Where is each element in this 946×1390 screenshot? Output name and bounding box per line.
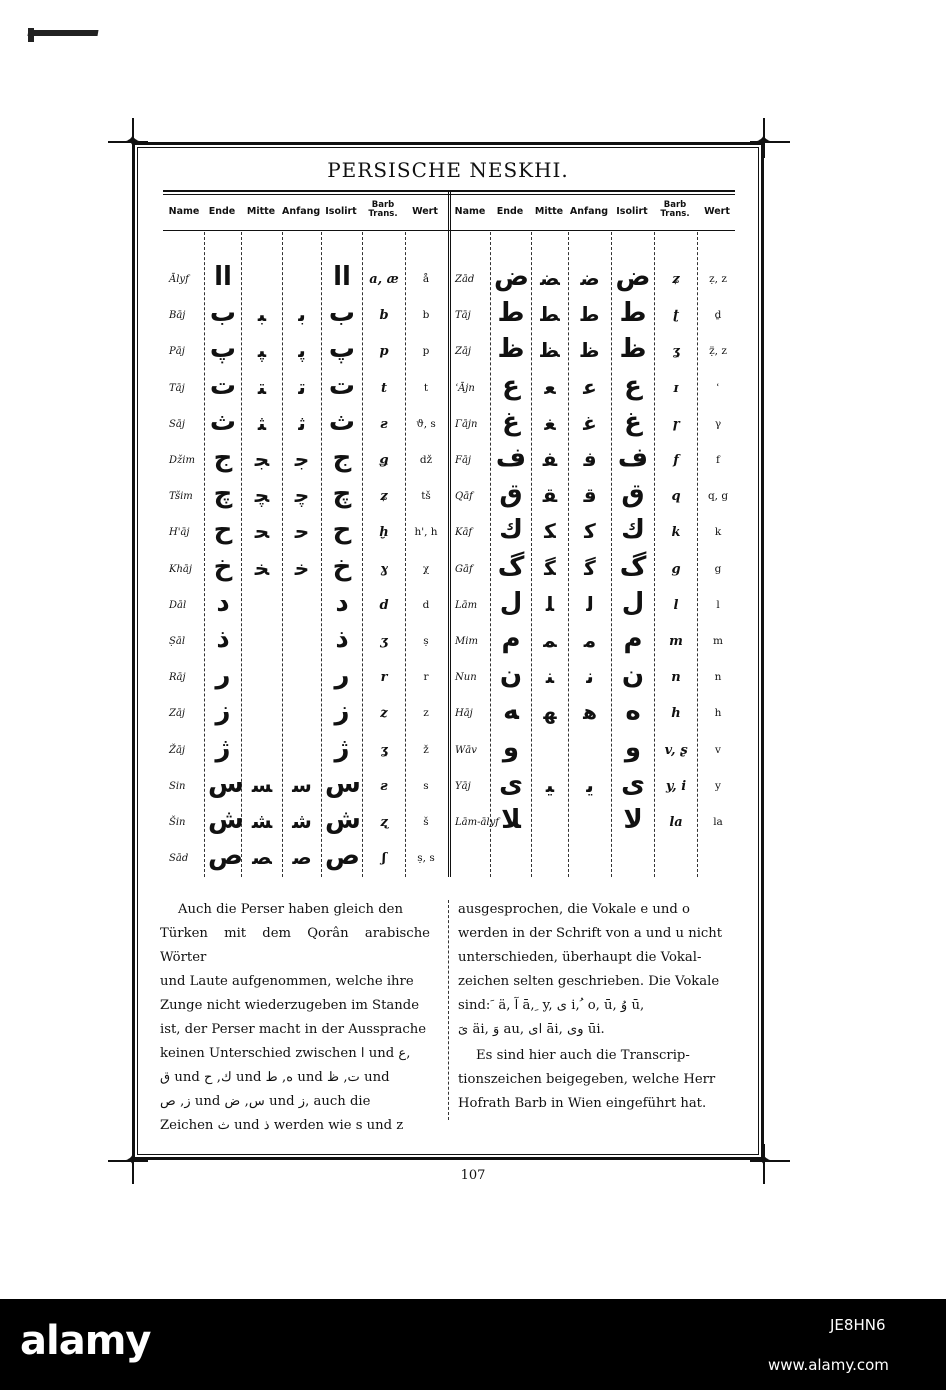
left-barb-cell: ʐ: [380, 815, 388, 830]
left-barb-cell: ʃ: [381, 851, 387, 867]
left-wert-cell: r: [423, 671, 429, 684]
left-barb-cell: p: [379, 344, 389, 360]
right-isolirt-cell: ه: [625, 696, 641, 727]
right-barb-cell: ʓ: [672, 344, 680, 360]
column-guide: [204, 232, 205, 877]
right-barb-cell: ʈ: [672, 308, 679, 324]
left-wert-cell: t: [423, 381, 429, 394]
right-mitte-cell: ﻬ: [543, 700, 557, 725]
right-ende-cell: ض: [494, 262, 529, 292]
right-barb-cell: ɪ: [673, 380, 679, 396]
left-isolirt-cell: ژ: [334, 732, 350, 763]
left-barb-cell: ḫ: [379, 525, 389, 541]
left-ende-cell: ذ: [216, 624, 230, 654]
right-isolirt-cell: و: [624, 732, 642, 763]
right-mitte-cell: ﻘ: [542, 483, 558, 508]
right-name-cell: ʿĀjn: [455, 382, 475, 394]
right-isolirt-cell: ن: [621, 660, 645, 691]
right-mitte-cell: ﮕ: [544, 555, 556, 580]
right-wert-cell: v: [715, 743, 721, 756]
right-name-cell: Fāj: [455, 455, 472, 466]
right-wert-cell: h: [714, 707, 722, 720]
left-ende-cell: ث: [209, 406, 237, 437]
right-anfang-cell: ﻧ: [586, 664, 594, 689]
right-isolirt-cell: ع: [624, 370, 642, 401]
left-isolirt-cell: ز: [334, 696, 350, 727]
text-line: Zeichen ث und ذ werden wie s und z: [160, 1118, 404, 1133]
left-isolirt-cell: پ: [328, 334, 356, 365]
right-ende-cell: ك: [499, 515, 523, 546]
column-guide: [405, 232, 406, 877]
left-mitte-cell: ﺨ: [254, 555, 270, 580]
right-ende-cell: ﻪ: [503, 696, 519, 727]
column-header: Anfang: [569, 206, 609, 217]
right-isolirt-cell: ل: [621, 587, 645, 618]
right-ende-cell: م: [501, 624, 521, 654]
column-guide: [697, 232, 698, 877]
right-anfang-cell: ﻓ: [583, 447, 597, 471]
right-barb-cell: n: [671, 670, 681, 686]
right-wert-cell: k: [714, 526, 722, 539]
right-wert-cell: ʿ: [716, 381, 720, 394]
left-isolirt-cell: ص: [325, 841, 360, 872]
right-mitte-cell: ﻌ: [544, 374, 556, 399]
left-anfang-cell: ﺗ: [298, 374, 306, 399]
right-barb-cell: q: [671, 489, 681, 505]
left-ende-cell: ح: [213, 515, 233, 546]
left-isolirt-cell: چ: [332, 479, 352, 510]
left-wert-cell: z: [423, 707, 429, 720]
left-ende-cell: ب: [209, 298, 237, 329]
text-line: Auch die Perser haben gleich den: [178, 902, 403, 917]
right-anfang-cell: ﺿ: [580, 266, 600, 290]
right-mitte-cell: ﻔ: [542, 447, 558, 471]
left-wert-cell: ṣ: [423, 635, 429, 647]
column-guide: [321, 232, 322, 877]
right-ende-cell: گ: [497, 551, 525, 582]
column-header: Wert: [704, 206, 730, 217]
text-line: sind: َ ä, آ ā, ِ y, ی i, ُ o, ū, وُ ū,: [458, 998, 645, 1013]
left-anfang-cell: ﭼ: [294, 483, 310, 508]
text-line: ق und ك, ح und ه, ط und ت, ظ und: [160, 1070, 390, 1085]
right-name-cell: Lām-ālyf: [455, 817, 499, 828]
left-ende-cell: س: [208, 768, 244, 799]
left-anfang-cell: ﺷ: [292, 809, 312, 833]
right-ende-cell: ع: [502, 370, 520, 401]
right-mitte-cell: ﯿ: [545, 772, 555, 797]
right-wert-cell: l: [716, 598, 720, 611]
right-wert-cell: y: [715, 779, 721, 792]
left-barb-cell: t: [380, 380, 387, 396]
right-anfang-cell: ﻇ: [580, 338, 600, 363]
left-anfang-cell: ﭘ: [298, 338, 306, 363]
right-wert-cell: ẓ, z: [709, 273, 727, 285]
left-wert-cell: ṣ, s: [417, 852, 435, 865]
left-wert-cell: š: [423, 816, 429, 828]
right-ende-cell: ل: [499, 587, 523, 618]
right-isolirt-cell: ط: [619, 298, 647, 329]
left-wert-cell: h', h: [414, 526, 438, 539]
left-ende-cell: پ: [209, 334, 237, 365]
column-header: Mitte: [246, 206, 276, 217]
text-line: یَ äi, وَ au, ای āi, وی ūi.: [458, 1022, 605, 1037]
right-wert-cell: ḏ: [714, 309, 722, 322]
scan-mark: [27, 30, 98, 36]
left-name-cell: Ālyf: [169, 274, 189, 285]
right-barb-cell: f: [673, 453, 679, 468]
right-barb-cell: ɼ: [672, 416, 680, 432]
left-isolirt-cell: س: [325, 768, 361, 799]
scan-mark: [28, 28, 34, 42]
left-name-cell: Sād: [169, 853, 189, 865]
text-line: Türken mit dem Qorân arabische Wörter: [160, 926, 430, 965]
right-anfang-cell: ﻛ: [584, 519, 596, 544]
left-name-cell: Tšim: [169, 491, 193, 503]
right-mitte-cell: ﻈ: [540, 338, 560, 363]
right-anfang-cell: ﻗ: [583, 483, 597, 508]
column-header: Wert: [412, 206, 438, 217]
left-wert-cell: ϑ, s: [416, 417, 436, 430]
text-line: ist, der Perser macht in der Aussprache: [160, 1022, 427, 1037]
left-name-cell: Šin: [169, 817, 186, 828]
right-name-cell: Mim: [455, 636, 478, 647]
left-ende-cell: ش: [208, 805, 244, 835]
left-name-cell: Džim: [169, 455, 195, 466]
column-header: Ende: [208, 206, 236, 217]
corner-ornament-icon: ✦: [756, 1150, 772, 1171]
right-mitte-cell: ﻠ: [545, 591, 555, 616]
column-guide: [568, 232, 569, 877]
body-text-right: [458, 898, 730, 1116]
column-guide: [282, 232, 283, 877]
column-header: Isolirt: [616, 206, 648, 217]
left-anfang-cell: ﺣ: [294, 519, 310, 544]
left-ende-cell: اا: [214, 262, 232, 292]
left-isolirt-cell: خ: [332, 551, 352, 582]
right-name-cell: Lām: [455, 599, 478, 611]
left-name-cell: Tāj: [169, 382, 185, 394]
right-mitte-cell: ﻐ: [544, 410, 556, 435]
left-isolirt-cell: ش: [325, 805, 361, 835]
right-ende-cell: ف: [495, 443, 527, 473]
left-wert-cell: dž: [419, 454, 433, 466]
left-isolirt-cell: ر: [334, 660, 350, 691]
left-ende-cell: ت: [209, 370, 237, 401]
right-mitte-cell: ﻜ: [544, 519, 556, 544]
left-wert-cell: b: [422, 309, 430, 322]
left-name-cell: Bāj: [169, 310, 186, 322]
right-barb-cell: g: [671, 561, 681, 577]
right-isolirt-cell: غ: [624, 406, 642, 437]
column-header: Mitte: [534, 206, 564, 217]
right-isolirt-cell: ق: [621, 479, 645, 510]
right-ende-cell: ﻼ: [501, 805, 521, 835]
left-mitte-cell: ﺒ: [257, 302, 267, 327]
column-header: Isolirt: [325, 206, 357, 217]
left-isolirt-cell: د: [335, 587, 349, 618]
left-name-cell: Žāj: [169, 744, 186, 756]
right-barb-cell: la: [669, 815, 683, 830]
column-header: Name: [454, 206, 486, 217]
left-ende-cell: ز: [215, 696, 231, 727]
right-name-cell: Tāj: [455, 310, 471, 322]
column-header: Anfang: [282, 206, 321, 217]
right-anfang-cell: ﮔ: [584, 555, 596, 580]
left-anfang-cell: ﺛ: [298, 410, 306, 435]
right-ende-cell: ظ: [497, 334, 525, 365]
text-line: keinen Unterschied zwischen ا und ع,: [160, 1046, 411, 1061]
page-title: PERSISCHE NESKHI.: [327, 158, 569, 182]
left-barb-cell: ʑ: [380, 489, 388, 505]
watermark-logo: alamy: [20, 1318, 151, 1364]
text-line: ز, ص und س, ض und ز, auch die: [160, 1094, 371, 1109]
left-mitte-cell: ﺼ: [252, 845, 272, 870]
text-line: Hofrath Barb in Wien eingeführt hat.: [458, 1096, 707, 1111]
right-anfang-cell: ﻟ: [586, 591, 594, 616]
right-wert-cell: γ: [714, 417, 722, 430]
right-wert-cell: g: [714, 562, 722, 575]
right-name-cell: Zāj: [455, 346, 472, 358]
left-name-cell: Dāl: [169, 599, 187, 611]
right-ende-cell: ن: [499, 660, 523, 691]
column-header: Ende: [496, 206, 524, 217]
right-ende-cell: غ: [502, 406, 520, 437]
left-name-cell: H'āj: [169, 527, 190, 539]
right-barb-cell: l: [673, 597, 679, 613]
text-line: unterschieden, überhaupt die Vokal-: [458, 950, 702, 965]
left-isolirt-cell: ت: [328, 370, 356, 401]
left-anfang-cell: ﺑ: [298, 302, 306, 327]
right-barb-cell: y, i: [665, 778, 687, 794]
left-barb-cell: a, æ: [369, 272, 399, 287]
right-barb-cell: m: [669, 634, 683, 649]
column-guide: [362, 232, 363, 877]
column-guide: [611, 232, 612, 877]
right-name-cell: Hāj: [455, 708, 473, 720]
left-anfang-cell: ﺳ: [292, 772, 312, 797]
right-ende-cell: ط: [497, 298, 525, 329]
left-wert-cell: p: [422, 345, 430, 358]
left-wert-cell: s: [423, 779, 429, 792]
right-name-cell: Gāf: [455, 563, 473, 575]
left-ende-cell: ص: [208, 841, 243, 872]
right-ende-cell: ق: [499, 479, 523, 510]
column-guide: [531, 232, 532, 877]
left-name-cell: Sin: [169, 780, 186, 792]
left-name-cell: Khāj: [169, 563, 192, 575]
left-ende-cell: ژ: [215, 732, 231, 763]
right-wert-cell: la: [713, 816, 723, 828]
right-isolirt-cell: لا: [623, 805, 643, 835]
left-isolirt-cell: ح: [332, 515, 352, 546]
left-mitte-cell: ﺜ: [257, 410, 267, 435]
left-isolirt-cell: ج: [332, 443, 352, 473]
right-anfang-cell: ﻫ: [583, 700, 597, 725]
column-header: Barb Trans.: [660, 200, 690, 219]
text-line: zeichen selten geschrieben. Die Vokale: [458, 974, 720, 989]
left-barb-cell: ʓ: [380, 742, 388, 758]
right-anfang-cell: ﻣ: [583, 628, 597, 652]
left-wert-cell: χ: [422, 562, 430, 575]
left-name-cell: Pāj: [169, 346, 185, 358]
right-wert-cell: f: [716, 454, 720, 466]
right-barb-cell: k: [671, 525, 681, 541]
right-isolirt-cell: ض: [615, 262, 651, 292]
left-anfang-cell: ﺻ: [292, 845, 312, 870]
left-anfang-cell: ﺟ: [294, 447, 310, 471]
left-barb-cell: ʒ: [380, 634, 388, 649]
right-isolirt-cell: ی: [621, 768, 645, 799]
text-line: und Laute aufgenommen, welche ihre: [160, 974, 414, 989]
left-mitte-cell: ﭽ: [254, 483, 270, 508]
left-name-cell: Zāj: [169, 708, 186, 720]
right-isolirt-cell: ف: [617, 443, 649, 473]
column-guide: [654, 232, 655, 877]
left-wert-cell: tš: [421, 490, 431, 503]
left-ende-cell: چ: [213, 479, 233, 510]
right-mitte-cell: ﻨ: [545, 664, 555, 689]
corner-ornament-icon: ✦: [125, 1150, 141, 1171]
left-barb-cell: ɣ: [380, 561, 388, 577]
left-mitte-cell: ﺴ: [251, 772, 273, 797]
left-barb-cell: ǥ: [379, 453, 389, 468]
corner-ornament-icon: ✦: [756, 131, 772, 152]
left-isolirt-cell: ب: [328, 298, 356, 329]
right-anfang-cell: ﻋ: [583, 374, 597, 399]
watermark-image-id: JE8HN6: [830, 1316, 886, 1334]
left-ende-cell: ج: [213, 443, 233, 473]
right-name-cell: Zād: [455, 274, 475, 285]
left-barb-cell: d: [379, 597, 389, 613]
right-ende-cell: ی: [499, 768, 523, 799]
column-separator: [448, 900, 449, 1120]
left-ende-cell: خ: [213, 551, 233, 582]
left-mitte-cell: ﺠ: [254, 447, 270, 471]
right-name-cell: Nun: [455, 672, 477, 684]
left-isolirt-cell: ث: [328, 406, 356, 437]
text-line: ausgesprochen, die Vokale e und o: [458, 902, 690, 917]
right-isolirt-cell: م: [623, 624, 643, 654]
left-name-cell: Ṣāl: [169, 636, 186, 647]
text-line: Zunge nicht wiederzugeben im Stande: [160, 998, 419, 1013]
text-line: tionszeichen beigegeben, welche Herr: [458, 1072, 716, 1087]
watermark-site: www.alamy.com: [768, 1356, 889, 1374]
left-wert-cell: ž: [423, 743, 429, 756]
right-isolirt-cell: ك: [621, 515, 645, 546]
right-mitte-cell: ﻀ: [540, 266, 560, 290]
left-mitte-cell: ﭙ: [257, 338, 267, 363]
text-line: werden in der Schrift von a und u nicht: [458, 926, 723, 941]
left-ende-cell: ر: [215, 660, 231, 691]
left-barb-cell: b: [379, 308, 389, 324]
column-guide: [490, 232, 491, 877]
left-mitte-cell: ﺤ: [254, 519, 270, 544]
left-wert-cell: å: [422, 273, 430, 285]
table-center-divider: [448, 192, 451, 877]
right-wert-cell: n: [714, 671, 722, 684]
left-anfang-cell: ﺧ: [294, 555, 310, 580]
right-barb-cell: ʑ: [672, 272, 680, 287]
left-isolirt-cell: ذ: [335, 624, 349, 654]
right-mitte-cell: ﻤ: [543, 628, 557, 652]
column-header: Name: [168, 206, 200, 217]
left-barb-cell: ƨ: [380, 416, 388, 432]
body-text-left: [160, 898, 430, 1138]
left-mitte-cell: ﺘ: [257, 374, 267, 399]
right-wert-cell: m: [713, 635, 723, 647]
right-name-cell: Γājn: [455, 418, 478, 430]
right-wert-cell: q, g: [707, 490, 729, 503]
right-anfang-cell: ﯾ: [586, 772, 594, 797]
right-isolirt-cell: گ: [619, 551, 647, 582]
corner-ornament-icon: ✦: [125, 131, 141, 152]
right-mitte-cell: ﻄ: [540, 302, 560, 327]
right-name-cell: Wāv: [455, 744, 477, 756]
right-wert-cell: ẓ̈, z: [709, 345, 727, 358]
right-barb-cell: h: [671, 706, 681, 722]
left-ende-cell: د: [216, 587, 230, 618]
right-ende-cell: و: [502, 732, 520, 763]
right-barb-cell: v, ʂ: [664, 742, 688, 758]
right-anfang-cell: ﻃ: [580, 302, 600, 327]
left-name-cell: Rāj: [169, 672, 186, 684]
left-wert-cell: d: [422, 598, 430, 611]
right-name-cell: Qāf: [455, 491, 473, 503]
left-mitte-cell: ﺸ: [251, 809, 273, 833]
right-name-cell: Kāf: [455, 527, 473, 539]
right-anfang-cell: ﻏ: [583, 410, 597, 435]
right-isolirt-cell: ظ: [619, 334, 647, 365]
page-number: 107: [460, 1168, 486, 1183]
left-barb-cell: ƨ: [380, 778, 388, 794]
right-name-cell: Yāj: [455, 780, 471, 792]
column-header: Barb Trans.: [368, 200, 398, 219]
text-line: Es sind hier auch die Transcrip-: [476, 1048, 690, 1063]
left-isolirt-cell: اا: [333, 262, 351, 292]
left-name-cell: Sāj: [169, 418, 185, 430]
left-barb-cell: z: [380, 706, 388, 722]
left-barb-cell: r: [380, 670, 388, 686]
